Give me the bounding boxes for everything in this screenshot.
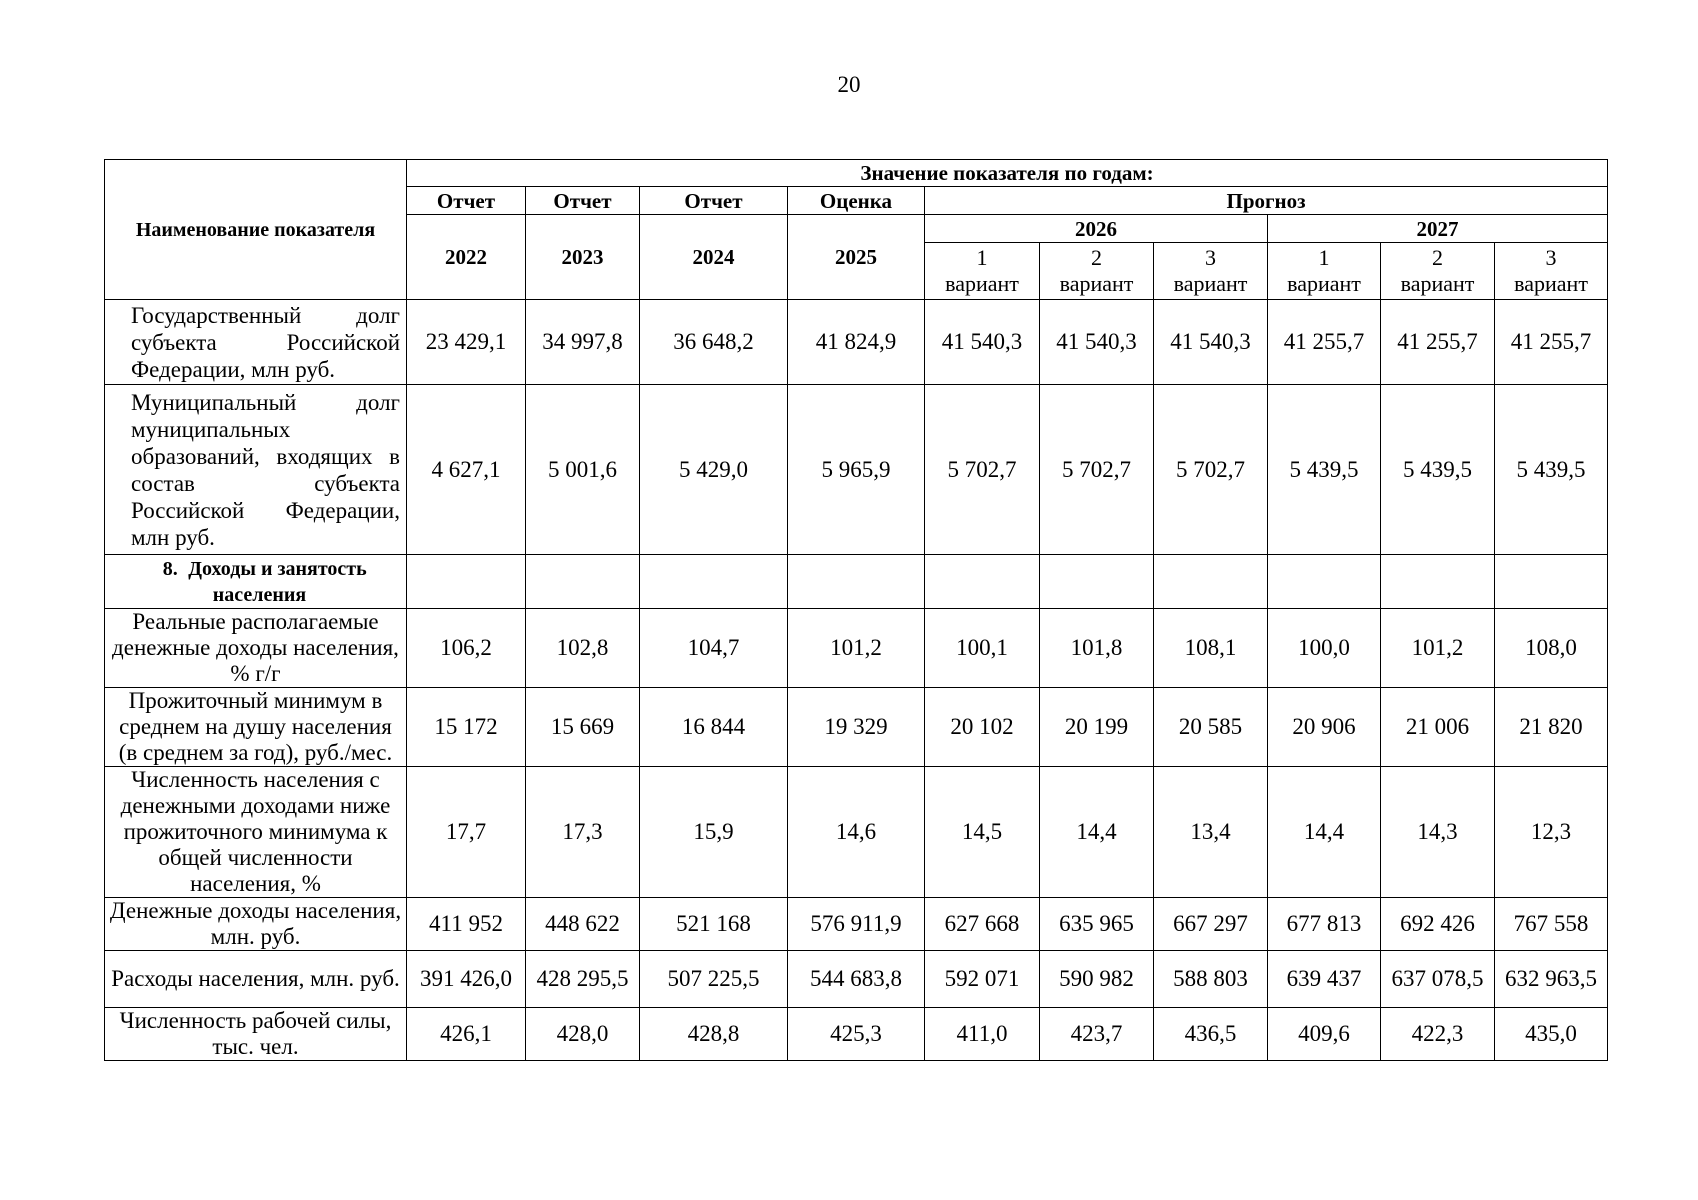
indicator-name: Расходы населения, млн. руб. xyxy=(105,951,407,1008)
table-row xyxy=(105,385,1608,555)
cell-value: 544 683,8 xyxy=(788,951,925,1008)
cell-value: 100,0 xyxy=(1268,609,1381,688)
header-kind-1: Отчет xyxy=(526,187,640,215)
indicator-name: Прожиточный минимум в среднем на душу населения (в среднем за год), руб./мес. xyxy=(105,688,407,767)
cell-value: 428,0 xyxy=(526,1008,640,1061)
empty-cell xyxy=(1040,555,1154,609)
header-kind-2: Отчет xyxy=(640,187,788,215)
cell-value: 12,3 xyxy=(1495,767,1608,898)
cell-value: 108,0 xyxy=(1495,609,1608,688)
cell-value: 677 813 xyxy=(1268,898,1381,951)
section-number: 8. xyxy=(162,557,178,580)
cell-value: 507 225,5 xyxy=(640,951,788,1008)
cell-value: 637 078,5 xyxy=(1381,951,1495,1008)
cell-value: 21 820 xyxy=(1495,688,1608,767)
cell-value: 592 071 xyxy=(925,951,1040,1008)
table-row xyxy=(105,951,1608,1008)
cell-value: 576 911,9 xyxy=(788,898,925,951)
header-values-title: Значение показателя по годам: xyxy=(407,160,1608,187)
header-forecast-year-0: 2026 xyxy=(925,215,1268,243)
cell-value: 5 001,6 xyxy=(526,385,640,555)
cell-value: 13,4 xyxy=(1154,767,1268,898)
cell-value: 14,4 xyxy=(1268,767,1381,898)
table-row xyxy=(105,688,1608,767)
empty-cell xyxy=(1268,555,1381,609)
cell-value: 411 952 xyxy=(407,898,526,951)
cell-value: 521 168 xyxy=(640,898,788,951)
section-title: Доходы и занятость населения xyxy=(188,557,367,606)
cell-value: 5 965,9 xyxy=(788,385,925,555)
cell-value: 41 540,3 xyxy=(1154,300,1268,385)
header-kind-3: Оценка xyxy=(788,187,925,215)
cell-value: 41 540,3 xyxy=(925,300,1040,385)
cell-value: 15 669 xyxy=(526,688,640,767)
cell-value: 21 006 xyxy=(1381,688,1495,767)
cell-value: 428,8 xyxy=(640,1008,788,1061)
cell-value: 34 997,8 xyxy=(526,300,640,385)
table-row xyxy=(105,1008,1608,1061)
header-variant: 3 вариант xyxy=(1154,243,1268,300)
cell-value: 14,6 xyxy=(788,767,925,898)
cell-value: 108,1 xyxy=(1154,609,1268,688)
header-indicator-name: Наименование показателя xyxy=(105,160,407,300)
cell-value: 5 439,5 xyxy=(1495,385,1608,555)
cell-value: 41 255,7 xyxy=(1495,300,1608,385)
header-variant: 1 вариант xyxy=(925,243,1040,300)
header-year-2: 2024 xyxy=(640,215,788,300)
page-number: 20 xyxy=(837,72,861,97)
cell-value: 14,4 xyxy=(1040,767,1154,898)
cell-value: 588 803 xyxy=(1154,951,1268,1008)
cell-value: 17,3 xyxy=(526,767,640,898)
header-forecast: Прогноз xyxy=(925,187,1608,215)
cell-value: 435,0 xyxy=(1495,1008,1608,1061)
header-kind-0: Отчет xyxy=(407,187,526,215)
cell-value: 428 295,5 xyxy=(526,951,640,1008)
cell-value: 5 702,7 xyxy=(925,385,1040,555)
cell-value: 448 622 xyxy=(526,898,640,951)
cell-value: 767 558 xyxy=(1495,898,1608,951)
indicator-name: Денежные доходы населения, млн. руб. xyxy=(105,898,407,951)
header-year-0: 2022 xyxy=(407,215,526,300)
empty-cell xyxy=(526,555,640,609)
cell-value: 19 329 xyxy=(788,688,925,767)
header-variant: 2 вариант xyxy=(1040,243,1154,300)
header-variant: 3 вариант xyxy=(1495,243,1608,300)
cell-value: 411,0 xyxy=(925,1008,1040,1061)
cell-value: 106,2 xyxy=(407,609,526,688)
header-variant: 2 вариант xyxy=(1381,243,1495,300)
empty-cell xyxy=(788,555,925,609)
cell-value: 20 199 xyxy=(1040,688,1154,767)
cell-value: 5 439,5 xyxy=(1381,385,1495,555)
cell-value: 104,7 xyxy=(640,609,788,688)
empty-cell xyxy=(640,555,788,609)
cell-value: 635 965 xyxy=(1040,898,1154,951)
indicator-name: Реальные располагаемые денежные доходы населения, % г/г xyxy=(105,609,407,688)
cell-value: 5 429,0 xyxy=(640,385,788,555)
header-year-3: 2025 xyxy=(788,215,925,300)
cell-value: 14,3 xyxy=(1381,767,1495,898)
indicator-name: Муниципальный долг муниципальных образований, входящих в состав субъекта Российской Федерации, млн руб. xyxy=(105,385,407,555)
table-row xyxy=(105,300,1608,385)
cell-value: 41 824,9 xyxy=(788,300,925,385)
cell-value: 5 702,7 xyxy=(1154,385,1268,555)
table-row xyxy=(105,898,1608,951)
empty-cell xyxy=(925,555,1040,609)
indicator-name: Численность рабочей силы, тыс. чел. xyxy=(105,1008,407,1061)
cell-value: 101,8 xyxy=(1040,609,1154,688)
cell-value: 36 648,2 xyxy=(640,300,788,385)
indicator-name: Численность населения с денежными доходами ниже прожиточного минимума к общей численности населения, % xyxy=(105,767,407,898)
cell-value: 41 255,7 xyxy=(1268,300,1381,385)
cell-value: 15,9 xyxy=(640,767,788,898)
cell-value: 423,7 xyxy=(1040,1008,1154,1061)
cell-value: 391 426,0 xyxy=(407,951,526,1008)
cell-value: 17,7 xyxy=(407,767,526,898)
cell-value: 5 439,5 xyxy=(1268,385,1381,555)
cell-value: 20 585 xyxy=(1154,688,1268,767)
cell-value: 632 963,5 xyxy=(1495,951,1608,1008)
empty-cell xyxy=(1381,555,1495,609)
cell-value: 639 437 xyxy=(1268,951,1381,1008)
cell-value: 590 982 xyxy=(1040,951,1154,1008)
empty-cell xyxy=(407,555,526,609)
cell-value: 667 297 xyxy=(1154,898,1268,951)
header-forecast-year-1: 2027 xyxy=(1268,215,1608,243)
table-row xyxy=(105,609,1608,688)
cell-value: 15 172 xyxy=(407,688,526,767)
cell-value: 425,3 xyxy=(788,1008,925,1061)
cell-value: 20 102 xyxy=(925,688,1040,767)
cell-value: 5 702,7 xyxy=(1040,385,1154,555)
section-row xyxy=(105,555,1608,609)
section-heading xyxy=(105,555,407,609)
cell-value: 20 906 xyxy=(1268,688,1381,767)
cell-value: 100,1 xyxy=(925,609,1040,688)
header-variant: 1 вариант xyxy=(1268,243,1381,300)
cell-value: 627 668 xyxy=(925,898,1040,951)
cell-value: 41 540,3 xyxy=(1040,300,1154,385)
cell-value: 409,6 xyxy=(1268,1008,1381,1061)
cell-value: 41 255,7 xyxy=(1381,300,1495,385)
table-row xyxy=(105,767,1608,898)
cell-value: 422,3 xyxy=(1381,1008,1495,1061)
cell-value: 4 627,1 xyxy=(407,385,526,555)
cell-value: 436,5 xyxy=(1154,1008,1268,1061)
cell-value: 101,2 xyxy=(1381,609,1495,688)
cell-value: 16 844 xyxy=(640,688,788,767)
cell-value: 426,1 xyxy=(407,1008,526,1061)
empty-cell xyxy=(1154,555,1268,609)
indicator-name: Государственный долг субъекта Российской Федерации, млн руб. xyxy=(105,300,407,385)
empty-cell xyxy=(1495,555,1608,609)
cell-value: 23 429,1 xyxy=(407,300,526,385)
cell-value: 692 426 xyxy=(1381,898,1495,951)
indicators-table xyxy=(104,159,1608,1061)
header-year-1: 2023 xyxy=(526,215,640,300)
cell-value: 102,8 xyxy=(526,609,640,688)
cell-value: 101,2 xyxy=(788,609,925,688)
cell-value: 14,5 xyxy=(925,767,1040,898)
